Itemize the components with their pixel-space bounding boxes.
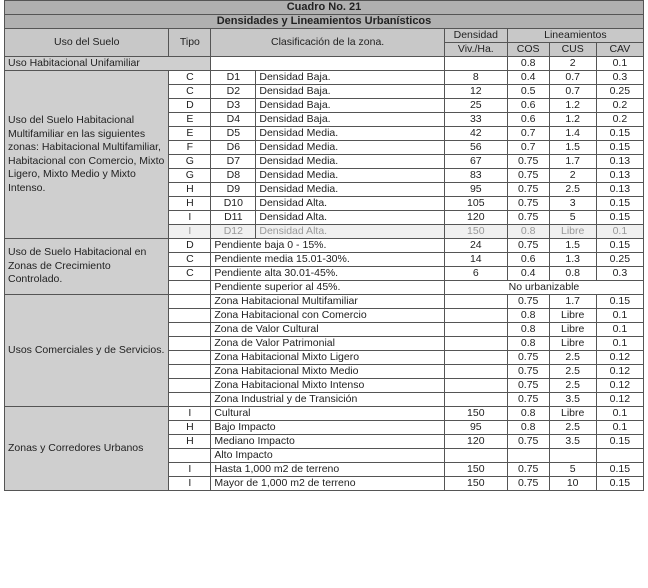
densidad-cell: 67 <box>444 155 507 169</box>
cos-cell: 0.8 <box>507 309 549 323</box>
zone-desc: Zona de Valor Patrimonial <box>211 337 445 351</box>
densidad-cell: 8 <box>444 71 507 85</box>
zone-desc: Pendiente baja 0 - 15%. <box>211 239 445 253</box>
zone-desc: Alto Impacto <box>211 449 445 463</box>
densidad-cell: 95 <box>444 421 507 435</box>
tipo-cell: H <box>169 421 211 435</box>
zone-desc: Hasta 1,000 m2 de terreno <box>211 463 445 477</box>
zone-desc: Bajo Impacto <box>211 421 445 435</box>
zone-desc: Densidad Alta. <box>256 197 445 211</box>
densidad-cell: 12 <box>444 85 507 99</box>
cus-cell: 1.5 <box>549 239 596 253</box>
zone-code: D6 <box>211 141 256 155</box>
cav-cell: 0.1 <box>596 407 643 421</box>
cav-cell: 0.13 <box>596 169 643 183</box>
uso-multifamiliar: Uso del Suelo Habitacional Multifamiliar en las siguientes zonas: Habitacional Multifamiliar, Habitacional con Comercio, Mixto Ligero, Mixto Medio y Mixto Intenso. <box>5 71 169 239</box>
zone-code: D10 <box>211 197 256 211</box>
densidad-cell: 42 <box>444 127 507 141</box>
cus-cell: 1.3 <box>549 253 596 267</box>
cav-cell: 0.13 <box>596 183 643 197</box>
header-lineamientos: Lineamientos <box>507 29 643 43</box>
zone-code: D3 <box>211 99 256 113</box>
densidad-cell: 25 <box>444 99 507 113</box>
cus-cell: 10 <box>549 477 596 491</box>
header-densidad: Densidad <box>444 29 507 43</box>
tipo-cell: H <box>169 183 211 197</box>
cus-cell: 0.8 <box>549 267 596 281</box>
cos-cell: 0.75 <box>507 379 549 393</box>
tipo-cell: F <box>169 141 211 155</box>
densidad-cell: 150 <box>444 407 507 421</box>
cos-cell: 0.8 <box>507 323 549 337</box>
cav-cell: 0.12 <box>596 365 643 379</box>
zone-code: D9 <box>211 183 256 197</box>
densidad-cell: 56 <box>444 141 507 155</box>
zone-desc: Mediano Impacto <box>211 435 445 449</box>
tipo-cell: C <box>169 85 211 99</box>
cav-cell: 0.1 <box>596 225 643 239</box>
cus-cell: Libre <box>549 337 596 351</box>
zone-code: D8 <box>211 169 256 183</box>
zone-desc: Densidad Baja. <box>256 71 445 85</box>
zone-desc: Zona Industrial y de Transición <box>211 393 445 407</box>
cus-cell: 0.7 <box>549 85 596 99</box>
densidad-cell: 150 <box>444 225 507 239</box>
header-tipo: Tipo <box>169 29 211 57</box>
document-page <box>4 0 644 491</box>
cos-cell: 0.6 <box>507 99 549 113</box>
zone-desc: Densidad Media. <box>256 155 445 169</box>
tipo-cell: G <box>169 169 211 183</box>
uso-comerciales: Usos Comerciales y de Servicios. <box>5 295 169 407</box>
cav-cell: 0.12 <box>596 393 643 407</box>
tipo-cell: I <box>169 407 211 421</box>
zone-code: D7 <box>211 155 256 169</box>
zone-code: D11 <box>211 211 256 225</box>
zone-desc: Densidad Media. <box>256 169 445 183</box>
cus-cell: 2 <box>549 169 596 183</box>
header-uso: Uso del Suelo <box>5 29 169 57</box>
cos-cell: 0.75 <box>507 169 549 183</box>
zone-desc: Zona de Valor Cultural <box>211 323 445 337</box>
tipo-cell: G <box>169 155 211 169</box>
cus-cell: 3.5 <box>549 393 596 407</box>
tipo-cell: I <box>169 477 211 491</box>
zone-desc: Densidad Media. <box>256 183 445 197</box>
zone-desc: Densidad Baja. <box>256 99 445 113</box>
zone-code: D2 <box>211 85 256 99</box>
cos-cell: 0.75 <box>507 155 549 169</box>
zone-desc: Pendiente superior al 45%. <box>211 281 445 295</box>
cos-cell: 0.7 <box>507 127 549 141</box>
zone-desc: Zona Habitacional Mixto Ligero <box>211 351 445 365</box>
cos-cell: 0.75 <box>507 295 549 309</box>
cav-cell: 0.15 <box>596 477 643 491</box>
table-row: Uso Habitacional Unifamiliar 0.8 2 0.1 <box>5 57 644 71</box>
cos-cell: 0.6 <box>507 113 549 127</box>
table-title: Cuadro No. 21 <box>5 1 644 15</box>
cos-cell: 0.8 <box>507 337 549 351</box>
no-urbanizable-note: No urbanizable <box>444 281 643 295</box>
cav-cell: 0.3 <box>596 71 643 85</box>
cav-cell: 0.3 <box>596 267 643 281</box>
uso-unifamiliar: Uso Habitacional Unifamiliar <box>5 57 211 71</box>
cav-cell: 0.1 <box>596 337 643 351</box>
zone-desc: Zona Habitacional con Comercio <box>211 309 445 323</box>
cus-cell: 2.5 <box>549 351 596 365</box>
cos-cell: 0.75 <box>507 351 549 365</box>
cos-cell: 0.6 <box>507 253 549 267</box>
densidad-cell: 14 <box>444 253 507 267</box>
cus-cell: 1.4 <box>549 127 596 141</box>
cus-cell: 2.5 <box>549 379 596 393</box>
zone-desc: Zona Habitacional Mixto Intenso <box>211 379 445 393</box>
header-densidad-unit: Viv./Ha. <box>444 43 507 57</box>
cav-cell: 0.2 <box>596 99 643 113</box>
cus-cell: 3 <box>549 197 596 211</box>
cus-cell: 5 <box>549 463 596 477</box>
zone-code: D1 <box>211 71 256 85</box>
zone-desc: Densidad Media. <box>256 127 445 141</box>
cos-cell: 0.8 <box>507 407 549 421</box>
header-clasificacion: Clasificación de la zona. <box>211 29 445 57</box>
cos-cell: 0.4 <box>507 267 549 281</box>
cos-cell: 0.75 <box>507 239 549 253</box>
cav-cell: 0.1 <box>596 323 643 337</box>
zone-desc: Cultural <box>211 407 445 421</box>
cav-cell: 0.15 <box>596 141 643 155</box>
tipo-cell: C <box>169 267 211 281</box>
cav-cell: 0.2 <box>596 113 643 127</box>
cav-cell: 0.12 <box>596 351 643 365</box>
cos-cell: 0.75 <box>507 197 549 211</box>
cus-cell: 2.5 <box>549 421 596 435</box>
cos-cell: 0.4 <box>507 71 549 85</box>
tipo-cell: I <box>169 211 211 225</box>
densidad-cell: 150 <box>444 477 507 491</box>
tipo-cell: I <box>169 463 211 477</box>
table-row <box>5 239 644 253</box>
tipo-cell: E <box>169 113 211 127</box>
table-row <box>5 295 644 309</box>
cav-cell: 0.15 <box>596 463 643 477</box>
table-row <box>5 407 644 421</box>
cav-cell: 0.25 <box>596 253 643 267</box>
cos-cell: 0.75 <box>507 211 549 225</box>
densidad-cell: 95 <box>444 183 507 197</box>
header-cav: CAV <box>596 43 643 57</box>
cus-cell: 2.5 <box>549 365 596 379</box>
densidad-cell: 24 <box>444 239 507 253</box>
uso-crecimiento: Uso de Suelo Habitacional en Zonas de Crecimiento Controlado. <box>5 239 169 295</box>
tipo-cell: D <box>169 239 211 253</box>
cav-cell: 0.1 <box>596 421 643 435</box>
tipo-cell: E <box>169 127 211 141</box>
cos-cell: 0.75 <box>507 183 549 197</box>
cav-cell: 0.15 <box>596 197 643 211</box>
cus-cell: 1.7 <box>549 155 596 169</box>
densidad-cell: 150 <box>444 463 507 477</box>
cav-cell: 0.15 <box>596 295 643 309</box>
cav-cell: 0.1 <box>596 309 643 323</box>
zone-desc: Densidad Media. <box>256 141 445 155</box>
densidad-cell: 6 <box>444 267 507 281</box>
table-subtitle: Densidades y Lineamientos Urbanísticos <box>5 15 644 29</box>
cus-cell: Libre <box>549 225 596 239</box>
cos-cell: 0.75 <box>507 477 549 491</box>
header-cus: CUS <box>549 43 596 57</box>
cos-cell: 0.7 <box>507 141 549 155</box>
cav-cell: 0.15 <box>596 239 643 253</box>
cus-cell: 1.7 <box>549 295 596 309</box>
cav-cell: 0.15 <box>596 127 643 141</box>
densidad-cell: 120 <box>444 435 507 449</box>
cus-cell: Libre <box>549 309 596 323</box>
zone-code: D12 <box>211 225 256 239</box>
zone-desc: Densidad Alta. <box>256 211 445 225</box>
table-row <box>5 71 644 85</box>
cav-cell: 0.15 <box>596 435 643 449</box>
cus-cell: 5 <box>549 211 596 225</box>
cos-cell: 0.75 <box>507 435 549 449</box>
cus-cell: 1.5 <box>549 141 596 155</box>
cav-cell: 0.12 <box>596 379 643 393</box>
densidad-cell: 83 <box>444 169 507 183</box>
zone-desc: Pendiente alta 30.01-45%. <box>211 267 445 281</box>
cav-cell: 0.25 <box>596 85 643 99</box>
cus-cell: 1.2 <box>549 113 596 127</box>
zone-code: D4 <box>211 113 256 127</box>
uso-corredores: Zonas y Corredores Urbanos <box>5 407 169 491</box>
cus-cell: 2.5 <box>549 183 596 197</box>
header-cos: COS <box>507 43 549 57</box>
zone-desc: Mayor de 1,000 m2 de terreno <box>211 477 445 491</box>
cos-cell: 0.8 <box>507 421 549 435</box>
cos-cell: 0.75 <box>507 463 549 477</box>
cus-cell: Libre <box>549 407 596 421</box>
zone-desc: Zona Habitacional Multifamiliar <box>211 295 445 309</box>
cos-cell: 0.8 <box>507 225 549 239</box>
densidad-cell: 33 <box>444 113 507 127</box>
cav-cell: 0.15 <box>596 211 643 225</box>
zone-code: D5 <box>211 127 256 141</box>
cos-cell: 0.75 <box>507 365 549 379</box>
tipo-cell: D <box>169 99 211 113</box>
cos-cell: 0.5 <box>507 85 549 99</box>
tipo-cell: C <box>169 253 211 267</box>
densidad-cell: 120 <box>444 211 507 225</box>
densidades-table <box>4 0 644 491</box>
densidad-cell: 105 <box>444 197 507 211</box>
tipo-cell: H <box>169 197 211 211</box>
cav-cell: 0.13 <box>596 155 643 169</box>
zone-desc: Densidad Baja. <box>256 85 445 99</box>
tipo-cell: H <box>169 435 211 449</box>
cus-cell: 1.2 <box>549 99 596 113</box>
tipo-cell: I <box>169 225 211 239</box>
cus-cell: Libre <box>549 323 596 337</box>
cus-cell: 0.7 <box>549 71 596 85</box>
tipo-cell: C <box>169 71 211 85</box>
cus-cell: 3.5 <box>549 435 596 449</box>
zone-desc: Densidad Baja. <box>256 113 445 127</box>
cos-cell: 0.75 <box>507 393 549 407</box>
zone-desc: Densidad Alta. <box>256 225 445 239</box>
zone-desc: Pendiente media 15.01-30%. <box>211 253 445 267</box>
zone-desc: Zona Habitacional Mixto Medio <box>211 365 445 379</box>
